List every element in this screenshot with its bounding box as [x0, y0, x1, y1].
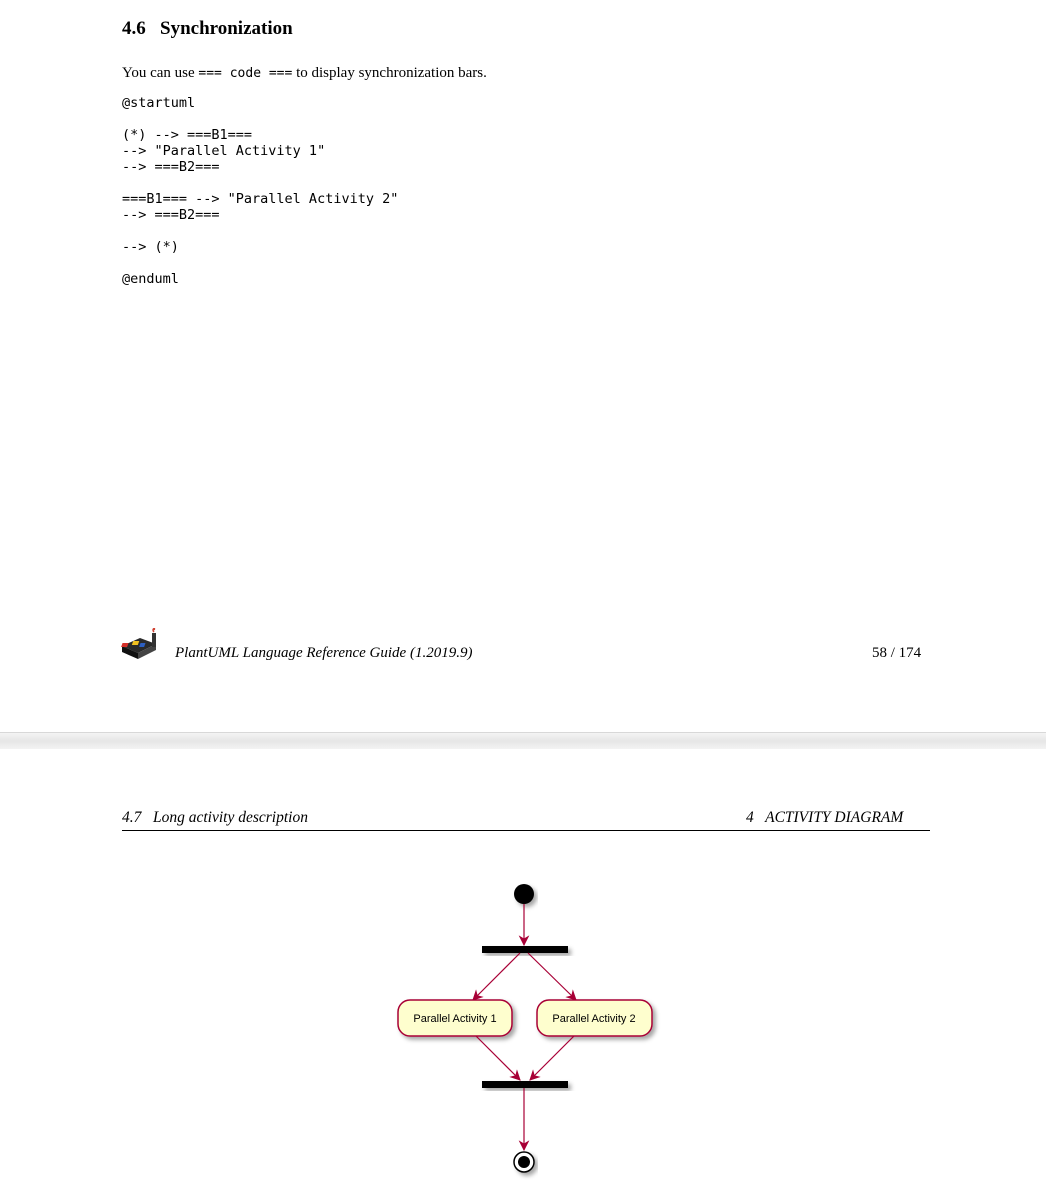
code-line: --> ===B2===: [122, 207, 220, 223]
section-number: 4.6: [122, 18, 146, 39]
page-separator: [0, 732, 1046, 750]
code-line: --> "Parallel Activity 1": [122, 143, 326, 159]
code-line: @startuml: [122, 95, 196, 111]
activity-label-2: Parallel Activity 2: [552, 1013, 636, 1025]
arrow-activity2-to-bar2: [530, 1036, 574, 1080]
inline-code: === code ===: [198, 66, 293, 81]
code-line: --> ===B2===: [122, 159, 220, 175]
running-header-right: 4 ACTIVITY DIAGRAM: [746, 809, 904, 826]
footer-guide-title: PlantUML Language Reference Guide (1.2019.9): [175, 645, 473, 661]
arrow-bar1-to-activity2: [528, 953, 576, 1000]
code-line: --> (*): [122, 239, 179, 255]
intro-paragraph: [122, 65, 487, 82]
activity-label-1: Parallel Activity 1: [413, 1013, 497, 1025]
sync-bar-b1: [482, 946, 568, 953]
code-line: (*) --> ===B1===: [122, 127, 253, 143]
start-node: [514, 884, 534, 904]
section-heading: [122, 18, 293, 40]
intro-after: to display synchronization bars.: [292, 65, 487, 81]
intro-before: You can use: [122, 65, 199, 81]
running-header-left: 4.7 Long activity description: [122, 809, 308, 826]
footer-page-number: 58 / 174: [872, 645, 922, 661]
header-rule: [122, 830, 930, 831]
section-title: Synchronization: [160, 18, 293, 39]
end-node: [514, 1152, 534, 1172]
code-line: @enduml: [122, 271, 179, 287]
activity-diagram: [380, 860, 680, 1190]
plantuml-logo-icon: [120, 628, 166, 660]
sync-bar-b2: [482, 1081, 568, 1088]
arrow-bar1-to-activity1: [473, 953, 520, 1000]
arrow-activity1-to-bar2: [476, 1036, 520, 1080]
code-line: ===B1=== --> "Parallel Activity 2": [122, 191, 399, 207]
code-block: [122, 95, 398, 287]
